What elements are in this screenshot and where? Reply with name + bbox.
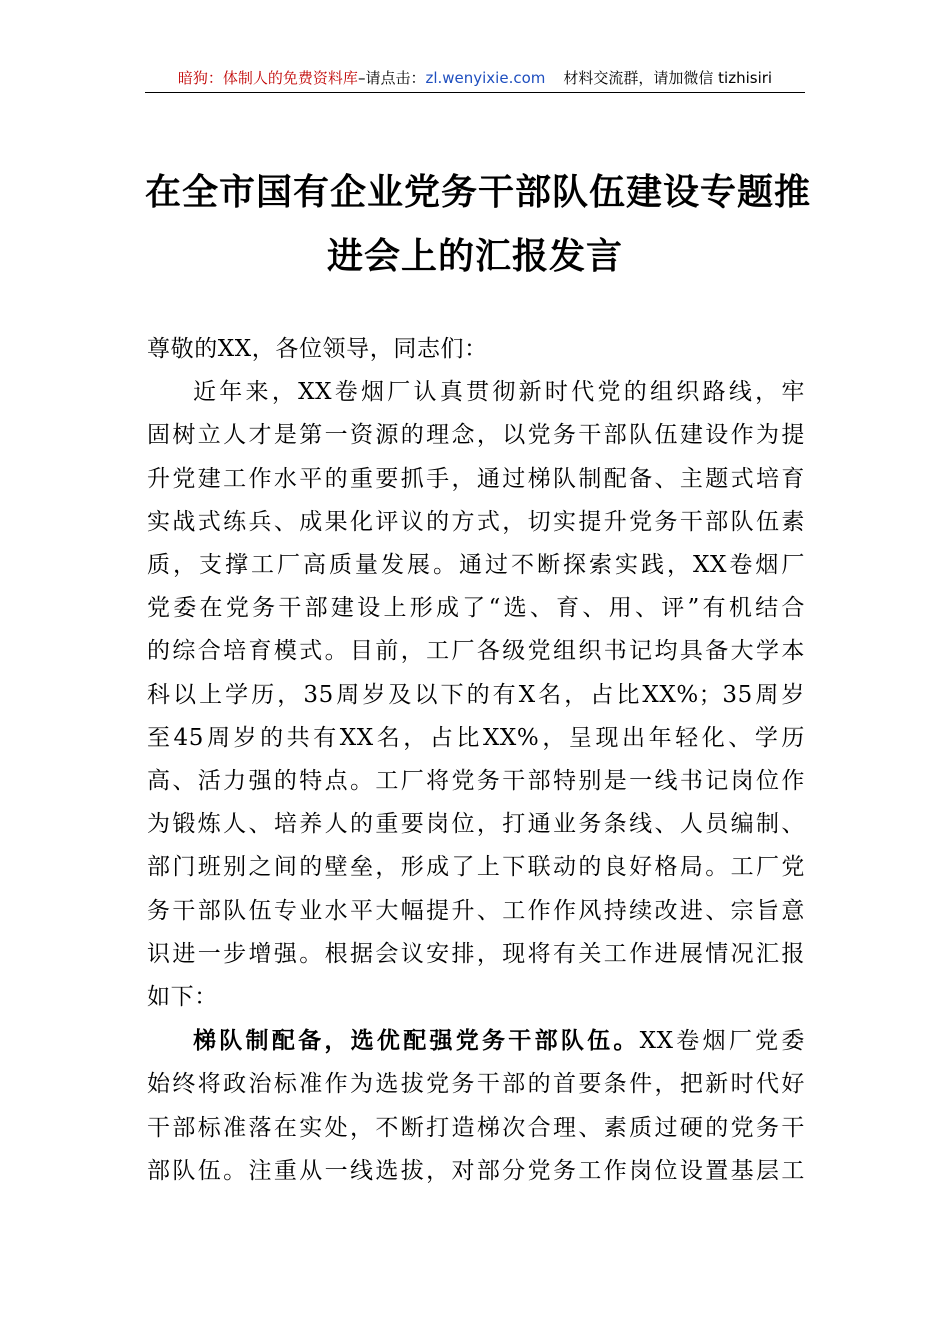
para2-first-line	[147, 1019, 805, 1063]
salutation: 尊敬的XX，各位领导，同志们：	[147, 336, 488, 362]
para1-line: 识进一步增强。根据会议安排，现将有关工作进展情况汇报	[147, 940, 805, 967]
para1-line: 党委在党务干部建设上形成了“选、育、用、评”有机结合	[147, 595, 805, 622]
document-body	[147, 328, 805, 1193]
header-link[interactable]: zl.wenyixie.com	[425, 69, 546, 87]
para1-line: 升党建工作水平的重要抓手，通过梯队制配备、主题式培育	[147, 465, 805, 492]
para1-line: 科以上学历，35周岁及以下的有X名，占比XX%；35周岁	[147, 681, 805, 708]
para2-line: 始终将政治标准作为选拔党务干部的首要条件，把新时代好	[147, 1071, 805, 1098]
title-line-2: 进会上的汇报发言	[326, 235, 623, 277]
paragraph-2	[147, 1019, 805, 1193]
header-separator: –请点击：	[357, 69, 426, 87]
paragraph-1	[147, 371, 805, 1019]
title-line-1: 在全市国有企业党务干部队伍建设专题推	[145, 171, 812, 213]
para1-line: 近年来，XX卷烟厂认真贯彻新时代党的组织路线，牢	[193, 379, 805, 406]
para1-line: 的综合培育模式。目前，工厂各级党组织书记均具备大学本	[147, 638, 805, 665]
para1-line: 实战式练兵、成果化评议的方式，切实提升党务干部队伍素	[147, 508, 805, 535]
para2-first-rest: XX卷烟厂党委	[639, 1028, 805, 1055]
para1-line: 高、活力强的特点。工厂将党务干部特别是一线书记岗位作	[147, 768, 805, 795]
para2-line: 部队伍。注重从一线选拔，对部分党务工作岗位设置基层工	[147, 1157, 805, 1184]
para1-line: 至45周岁的共有XX名，占比XX%，呈现出年轻化、学历	[147, 724, 805, 751]
para1-line: 务干部队伍专业水平大幅提升、工作作风持续改进、宗旨意	[147, 897, 805, 924]
para1-line: 质，支撑工厂高质量发展。通过不断探索实践，XX卷烟厂	[147, 552, 805, 579]
para1-line: 为锻炼人、培养人的重要岗位，打通业务条线、人员编制、	[147, 811, 805, 838]
header-brand: 暗狗：体制人的免费资料库	[177, 69, 358, 87]
para1-line: 部门班别之间的壁垒，形成了上下联动的良好格局。工厂党	[147, 854, 805, 881]
para2-line: 干部标准落在实处，不断打造梯次合理、素质过硬的党务干	[147, 1114, 805, 1141]
header-note: 材料交流群，请加微信 tizhisiri	[563, 69, 773, 87]
para1-line: 固树立人才是第一资源的理念，以党务干部队伍建设作为提	[147, 422, 805, 449]
para2-bold-lead: 梯队制配备，选优配强党务干部队伍。	[193, 1027, 640, 1055]
document-title	[145, 160, 812, 288]
page-header	[145, 66, 805, 93]
para1-line: 如下：	[147, 984, 218, 1011]
